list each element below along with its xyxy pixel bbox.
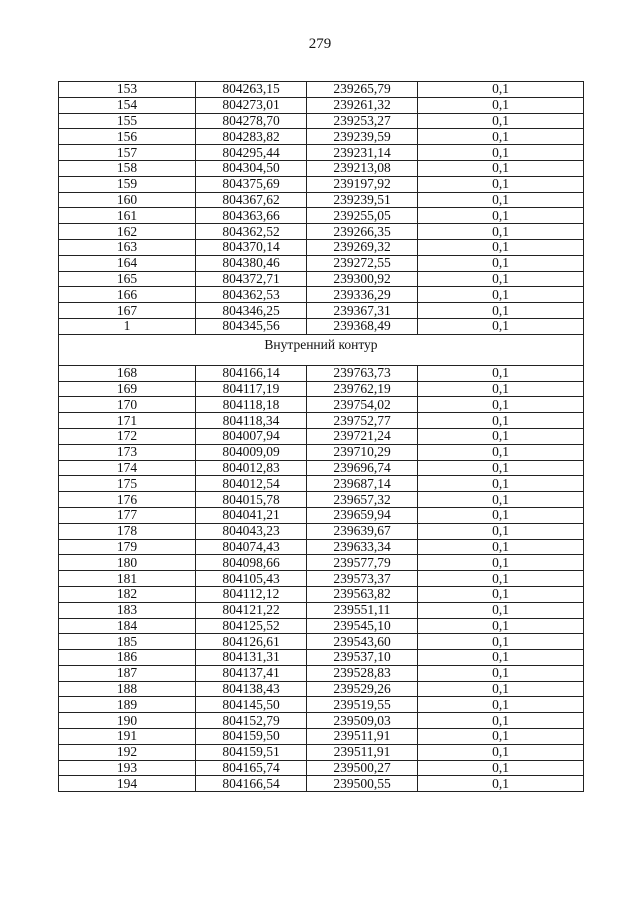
accuracy-cell: 0,1: [418, 523, 584, 539]
accuracy-cell: 0,1: [418, 208, 584, 224]
point-number-cell: 186: [59, 650, 196, 666]
x-coordinate-cell: 804363,66: [196, 208, 307, 224]
point-number-cell: 1: [59, 318, 196, 334]
table-row: [59, 713, 584, 729]
y-coordinate-cell: 239577,79: [307, 555, 418, 571]
x-coordinate-cell: 804137,41: [196, 665, 307, 681]
point-number-cell: 182: [59, 586, 196, 602]
x-coordinate-cell: 804012,54: [196, 476, 307, 492]
page-number: 279: [308, 36, 332, 52]
x-coordinate-cell: 804041,21: [196, 507, 307, 523]
point-number-cell: 188: [59, 681, 196, 697]
y-coordinate-cell: 239255,05: [307, 208, 418, 224]
point-number-cell: 177: [59, 507, 196, 523]
accuracy-cell: 0,1: [418, 97, 584, 113]
point-number-cell: 157: [59, 145, 196, 161]
point-number-cell: 194: [59, 776, 196, 792]
x-coordinate-cell: 804125,52: [196, 618, 307, 634]
table-row: [59, 618, 584, 634]
x-coordinate-cell: 804131,31: [196, 650, 307, 666]
y-coordinate-cell: 239197,92: [307, 176, 418, 192]
x-coordinate-cell: 804367,62: [196, 192, 307, 208]
accuracy-cell: 0,1: [418, 744, 584, 760]
table-row: [59, 539, 584, 555]
point-number-cell: 181: [59, 571, 196, 587]
table-row: [59, 160, 584, 176]
point-number-cell: 160: [59, 192, 196, 208]
y-coordinate-cell: 239269,32: [307, 239, 418, 255]
point-number-cell: 183: [59, 602, 196, 618]
y-coordinate-cell: 239336,29: [307, 287, 418, 303]
table-row: [59, 397, 584, 413]
accuracy-cell: 0,1: [418, 397, 584, 413]
table-row: [59, 113, 584, 129]
accuracy-cell: 0,1: [418, 460, 584, 476]
point-number-cell: 153: [59, 82, 196, 98]
accuracy-cell: 0,1: [418, 239, 584, 255]
accuracy-cell: 0,1: [418, 618, 584, 634]
table-row: [59, 318, 584, 334]
y-coordinate-cell: 239721,24: [307, 428, 418, 444]
y-coordinate-cell: 239511,91: [307, 744, 418, 760]
y-coordinate-cell: 239509,03: [307, 713, 418, 729]
y-coordinate-cell: 239213,08: [307, 160, 418, 176]
x-coordinate-cell: 804159,51: [196, 744, 307, 760]
y-coordinate-cell: 239528,83: [307, 665, 418, 681]
accuracy-cell: 0,1: [418, 129, 584, 145]
accuracy-cell: 0,1: [418, 444, 584, 460]
table-row: [59, 129, 584, 145]
y-coordinate-cell: 239659,94: [307, 507, 418, 523]
accuracy-cell: 0,1: [418, 776, 584, 792]
table-row: [59, 586, 584, 602]
x-coordinate-cell: 804009,09: [196, 444, 307, 460]
y-coordinate-cell: 239573,37: [307, 571, 418, 587]
table-row: [59, 634, 584, 650]
y-coordinate-cell: 239696,74: [307, 460, 418, 476]
table-row: [59, 555, 584, 571]
y-coordinate-cell: 239253,27: [307, 113, 418, 129]
y-coordinate-cell: 239687,14: [307, 476, 418, 492]
accuracy-cell: 0,1: [418, 713, 584, 729]
accuracy-cell: 0,1: [418, 145, 584, 161]
table-row: [59, 697, 584, 713]
x-coordinate-cell: 804126,61: [196, 634, 307, 650]
accuracy-cell: 0,1: [418, 665, 584, 681]
accuracy-cell: 0,1: [418, 492, 584, 508]
point-number-cell: 156: [59, 129, 196, 145]
y-coordinate-cell: 239368,49: [307, 318, 418, 334]
table-row: [59, 145, 584, 161]
table-row: [59, 365, 584, 381]
accuracy-cell: 0,1: [418, 586, 584, 602]
x-coordinate-cell: 804012,83: [196, 460, 307, 476]
y-coordinate-cell: 239543,60: [307, 634, 418, 650]
y-coordinate-cell: 239762,19: [307, 381, 418, 397]
point-number-cell: 163: [59, 239, 196, 255]
y-coordinate-cell: 239367,31: [307, 303, 418, 319]
accuracy-cell: 0,1: [418, 113, 584, 129]
x-coordinate-cell: 804370,14: [196, 239, 307, 255]
accuracy-cell: 0,1: [418, 82, 584, 98]
point-number-cell: 174: [59, 460, 196, 476]
accuracy-cell: 0,1: [418, 760, 584, 776]
section-row: [59, 334, 584, 365]
accuracy-cell: 0,1: [418, 271, 584, 287]
accuracy-cell: 0,1: [418, 413, 584, 429]
point-number-cell: 180: [59, 555, 196, 571]
point-number-cell: 165: [59, 271, 196, 287]
y-coordinate-cell: 239563,82: [307, 586, 418, 602]
accuracy-cell: 0,1: [418, 160, 584, 176]
point-number-cell: 161: [59, 208, 196, 224]
x-coordinate-cell: 804346,25: [196, 303, 307, 319]
table-row: [59, 413, 584, 429]
x-coordinate-cell: 804273,01: [196, 97, 307, 113]
y-coordinate-cell: 239537,10: [307, 650, 418, 666]
point-number-cell: 191: [59, 729, 196, 745]
inner-contour-rows: [59, 365, 584, 792]
point-number-cell: 170: [59, 397, 196, 413]
coordinates-table: [58, 81, 584, 792]
table-row: [59, 729, 584, 745]
y-coordinate-cell: 239710,29: [307, 444, 418, 460]
accuracy-cell: 0,1: [418, 571, 584, 587]
point-number-cell: 166: [59, 287, 196, 303]
x-coordinate-cell: 804165,74: [196, 760, 307, 776]
table-row: [59, 303, 584, 319]
point-number-cell: 193: [59, 760, 196, 776]
table-row: [59, 255, 584, 271]
x-coordinate-cell: 804304,50: [196, 160, 307, 176]
x-coordinate-cell: 804159,50: [196, 729, 307, 745]
x-coordinate-cell: 804283,82: [196, 129, 307, 145]
table-row: [59, 82, 584, 98]
table-row: [59, 776, 584, 792]
accuracy-cell: 0,1: [418, 650, 584, 666]
accuracy-cell: 0,1: [418, 255, 584, 271]
table-row: [59, 381, 584, 397]
point-number-cell: 172: [59, 428, 196, 444]
table-row: [59, 523, 584, 539]
point-number-cell: 171: [59, 413, 196, 429]
point-number-cell: 175: [59, 476, 196, 492]
y-coordinate-cell: 239239,59: [307, 129, 418, 145]
point-number-cell: 189: [59, 697, 196, 713]
y-coordinate-cell: 239231,14: [307, 145, 418, 161]
accuracy-cell: 0,1: [418, 555, 584, 571]
x-coordinate-cell: 804118,34: [196, 413, 307, 429]
y-coordinate-cell: 239633,34: [307, 539, 418, 555]
x-coordinate-cell: 804098,66: [196, 555, 307, 571]
accuracy-cell: 0,1: [418, 634, 584, 650]
point-number-cell: 158: [59, 160, 196, 176]
point-number-cell: 169: [59, 381, 196, 397]
point-number-cell: 190: [59, 713, 196, 729]
x-coordinate-cell: 804362,53: [196, 287, 307, 303]
x-coordinate-cell: 804105,43: [196, 571, 307, 587]
accuracy-cell: 0,1: [418, 192, 584, 208]
point-number-cell: 176: [59, 492, 196, 508]
y-coordinate-cell: 239272,55: [307, 255, 418, 271]
x-coordinate-cell: 804375,69: [196, 176, 307, 192]
x-coordinate-cell: 804278,70: [196, 113, 307, 129]
point-number-cell: 185: [59, 634, 196, 650]
y-coordinate-cell: 239639,67: [307, 523, 418, 539]
y-coordinate-cell: 239300,92: [307, 271, 418, 287]
point-number-cell: 184: [59, 618, 196, 634]
table-row: [59, 176, 584, 192]
accuracy-cell: 0,1: [418, 476, 584, 492]
table-row: [59, 681, 584, 697]
accuracy-cell: 0,1: [418, 176, 584, 192]
x-coordinate-cell: 804043,23: [196, 523, 307, 539]
accuracy-cell: 0,1: [418, 224, 584, 240]
x-coordinate-cell: 804295,44: [196, 145, 307, 161]
point-number-cell: 168: [59, 365, 196, 381]
x-coordinate-cell: 804263,15: [196, 82, 307, 98]
y-coordinate-cell: 239763,73: [307, 365, 418, 381]
y-coordinate-cell: 239239,51: [307, 192, 418, 208]
table-row: [59, 665, 584, 681]
y-coordinate-cell: 239529,26: [307, 681, 418, 697]
y-coordinate-cell: 239511,91: [307, 729, 418, 745]
table-row: [59, 192, 584, 208]
x-coordinate-cell: 804362,52: [196, 224, 307, 240]
section-label: Внутренний контур: [59, 334, 584, 365]
x-coordinate-cell: 804121,22: [196, 602, 307, 618]
point-number-cell: 173: [59, 444, 196, 460]
point-number-cell: 159: [59, 176, 196, 192]
x-coordinate-cell: 804166,14: [196, 365, 307, 381]
table-row: [59, 224, 584, 240]
point-number-cell: 154: [59, 97, 196, 113]
point-number-cell: 192: [59, 744, 196, 760]
y-coordinate-cell: 239519,55: [307, 697, 418, 713]
point-number-cell: 178: [59, 523, 196, 539]
table-row: [59, 476, 584, 492]
point-number-cell: 155: [59, 113, 196, 129]
accuracy-cell: 0,1: [418, 697, 584, 713]
x-coordinate-cell: 804074,43: [196, 539, 307, 555]
x-coordinate-cell: 804117,19: [196, 381, 307, 397]
table-row: [59, 460, 584, 476]
table-row: [59, 239, 584, 255]
x-coordinate-cell: 804015,78: [196, 492, 307, 508]
x-coordinate-cell: 804345,56: [196, 318, 307, 334]
table-row: [59, 271, 584, 287]
table-row: [59, 602, 584, 618]
y-coordinate-cell: 239500,27: [307, 760, 418, 776]
y-coordinate-cell: 239261,32: [307, 97, 418, 113]
accuracy-cell: 0,1: [418, 428, 584, 444]
accuracy-cell: 0,1: [418, 507, 584, 523]
outer-contour-rows: [59, 82, 584, 335]
point-number-cell: 187: [59, 665, 196, 681]
y-coordinate-cell: 239754,02: [307, 397, 418, 413]
accuracy-cell: 0,1: [418, 365, 584, 381]
table-row: [59, 287, 584, 303]
point-number-cell: 164: [59, 255, 196, 271]
table-row: [59, 492, 584, 508]
x-coordinate-cell: 804372,71: [196, 271, 307, 287]
y-coordinate-cell: 239500,55: [307, 776, 418, 792]
accuracy-cell: 0,1: [418, 602, 584, 618]
section-header: [59, 334, 584, 365]
y-coordinate-cell: 239266,35: [307, 224, 418, 240]
x-coordinate-cell: 804118,18: [196, 397, 307, 413]
accuracy-cell: 0,1: [418, 303, 584, 319]
x-coordinate-cell: 804380,46: [196, 255, 307, 271]
y-coordinate-cell: 239265,79: [307, 82, 418, 98]
y-coordinate-cell: 239545,10: [307, 618, 418, 634]
point-number-cell: 167: [59, 303, 196, 319]
x-coordinate-cell: 804007,94: [196, 428, 307, 444]
table-row: [59, 208, 584, 224]
accuracy-cell: 0,1: [418, 318, 584, 334]
accuracy-cell: 0,1: [418, 381, 584, 397]
point-number-cell: 162: [59, 224, 196, 240]
table-row: [59, 507, 584, 523]
table-row: [59, 760, 584, 776]
x-coordinate-cell: 804152,79: [196, 713, 307, 729]
accuracy-cell: 0,1: [418, 287, 584, 303]
table-row: [59, 97, 584, 113]
accuracy-cell: 0,1: [418, 729, 584, 745]
table-row: [59, 571, 584, 587]
table-row: [59, 428, 584, 444]
x-coordinate-cell: 804112,12: [196, 586, 307, 602]
point-number-cell: 179: [59, 539, 196, 555]
table-row: [59, 744, 584, 760]
table-row: [59, 444, 584, 460]
y-coordinate-cell: 239551,11: [307, 602, 418, 618]
y-coordinate-cell: 239657,32: [307, 492, 418, 508]
table-row: [59, 650, 584, 666]
x-coordinate-cell: 804138,43: [196, 681, 307, 697]
accuracy-cell: 0,1: [418, 681, 584, 697]
y-coordinate-cell: 239752,77: [307, 413, 418, 429]
accuracy-cell: 0,1: [418, 539, 584, 555]
x-coordinate-cell: 804166,54: [196, 776, 307, 792]
x-coordinate-cell: 804145,50: [196, 697, 307, 713]
